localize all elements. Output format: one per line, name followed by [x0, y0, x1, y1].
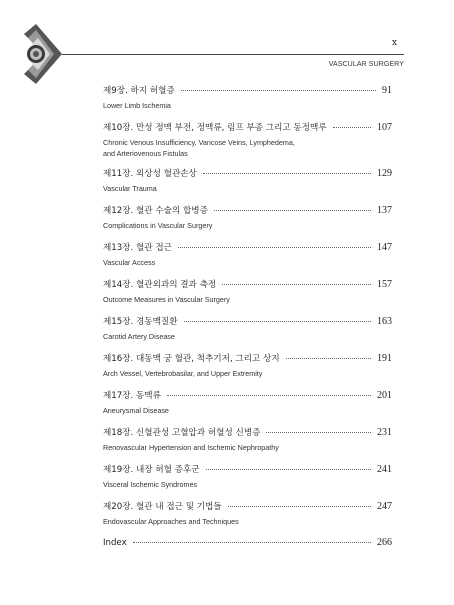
- toc-entry-subtitle: Outcome Measures in Vascular Surgery: [103, 295, 230, 304]
- book-logo-icon: [24, 24, 62, 84]
- toc-entry: [103, 204, 392, 231]
- toc-entry-subtitle: Visceral Ischemic Syndromes: [103, 480, 198, 489]
- toc-entry-subtitle: Vascular Trauma: [103, 184, 157, 193]
- toc-leader-dots: [203, 172, 371, 174]
- toc-entry-line: [103, 204, 392, 220]
- toc-entry-subtitle: Carotid Artery Disease: [103, 332, 175, 341]
- toc-entry-line: [103, 167, 392, 183]
- toc-entry: [103, 121, 392, 159]
- toc-leader-dots: [206, 468, 371, 470]
- toc-entry-page: 163: [377, 316, 392, 327]
- toc-entry-page: 231: [377, 427, 392, 438]
- toc-entry-page: 266: [377, 537, 392, 548]
- toc-leader-dots: [178, 246, 371, 248]
- toc-leader-dots: [333, 126, 371, 128]
- toc-entry-title: 제9장. 하지 허혈증: [103, 86, 175, 96]
- toc-entry: [103, 426, 392, 453]
- toc-entry-page: 137: [377, 205, 392, 216]
- toc-entry-page: 201: [377, 390, 392, 401]
- toc-entry-subtitle: Renovascular Hypertension and Ischemic Nephropathy: [103, 443, 279, 452]
- toc-entry-title: 제17장. 동맥류: [103, 391, 161, 401]
- toc-entry-page: 241: [377, 464, 392, 475]
- toc-entry-title: 제12장. 혈관 수술의 합병증: [103, 206, 208, 216]
- toc-entry-title: 제18장. 신혈관성 고혈압과 허혈성 신병증: [103, 428, 261, 438]
- toc-entry-line: [103, 84, 392, 100]
- toc-entry-page: 107: [377, 122, 392, 133]
- toc-entry-subtitle: Endovascular Approaches and Techniques: [103, 517, 239, 526]
- toc-entry-subtitle: Complications in Vascular Surgery: [103, 221, 213, 230]
- toc-entry: [103, 315, 392, 342]
- table-of-contents: [103, 84, 392, 553]
- toc-entry: [103, 84, 392, 111]
- toc-leader-dots: [222, 283, 371, 285]
- toc-entry-title: 제19장. 내장 허혈 증후군: [103, 465, 200, 475]
- toc-entry-subtitle: Aneurysmal Disease: [103, 406, 169, 415]
- toc-entry-line: [103, 352, 392, 368]
- toc-entry-title: 제14장. 혈관외과의 결과 측정: [103, 280, 217, 290]
- toc-entry-page: 147: [377, 242, 392, 253]
- toc-entry-subtitle: Chronic Venous Insufficiency, Varicose Veins, Lymphedema,: [103, 138, 295, 147]
- toc-entry-subtitle: Arch Vessel, Vertebrobasilar, and Upper Extremity: [103, 369, 263, 378]
- toc-entry: [103, 537, 392, 553]
- toc-entry-page: 247: [377, 501, 392, 512]
- toc-entry: [103, 389, 392, 416]
- toc-leader-dots: [133, 541, 371, 543]
- toc-entry: [103, 500, 392, 527]
- toc-entry-page: 91: [382, 85, 392, 96]
- toc-entry-page: 191: [377, 353, 392, 364]
- header-rule: [62, 54, 404, 55]
- toc-entry-subtitle: Lower Limb Ischemia: [103, 101, 171, 110]
- toc-entry: [103, 167, 392, 194]
- toc-leader-dots: [167, 394, 371, 396]
- toc-entry: [103, 241, 392, 268]
- toc-entry-line: [103, 389, 392, 405]
- toc-leader-dots: [181, 89, 376, 91]
- toc-entry: [103, 463, 392, 490]
- toc-entry-title: 제10장. 만성 정맥 부전, 정맥류, 림프 부종 그리고 동정맥루: [103, 123, 327, 133]
- toc-entry-line: [103, 463, 392, 479]
- toc-entry-subtitle: and Arteriovenous Fistulas: [103, 149, 188, 158]
- toc-leader-dots: [228, 505, 371, 507]
- toc-entry-title: 제13장. 혈관 접근: [103, 243, 172, 253]
- toc-entry-line: [103, 315, 392, 331]
- running-head: VASCULAR SURGERY: [328, 61, 404, 68]
- toc-leader-dots: [184, 320, 371, 322]
- toc-entry: [103, 352, 392, 379]
- toc-entry-line: [103, 121, 392, 137]
- toc-entry: [103, 278, 392, 305]
- toc-entry-line: [103, 278, 392, 294]
- toc-entry-line: [103, 500, 392, 516]
- toc-leader-dots: [286, 357, 371, 359]
- toc-entry-page: 129: [377, 168, 392, 179]
- toc-entry-line: [103, 426, 392, 442]
- toc-entry-title: Index: [103, 538, 127, 548]
- toc-leader-dots: [266, 431, 371, 433]
- toc-entry-title: 제11장. 외상성 혈관손상: [103, 169, 197, 179]
- toc-entry-title: 제15장. 경동맥질환: [103, 317, 178, 327]
- toc-entry-line: [103, 537, 392, 553]
- toc-entry-line: [103, 241, 392, 257]
- page-number: x: [392, 38, 398, 48]
- toc-leader-dots: [214, 209, 371, 211]
- toc-entry-title: 제20장. 혈관 내 접근 및 기법들: [103, 502, 222, 512]
- toc-entry-page: 157: [377, 279, 392, 290]
- toc-entry-title: 제16장. 대동맥 궁 혈관, 척추기저, 그리고 상지: [103, 354, 280, 364]
- toc-entry-subtitle: Vascular Access: [103, 258, 156, 267]
